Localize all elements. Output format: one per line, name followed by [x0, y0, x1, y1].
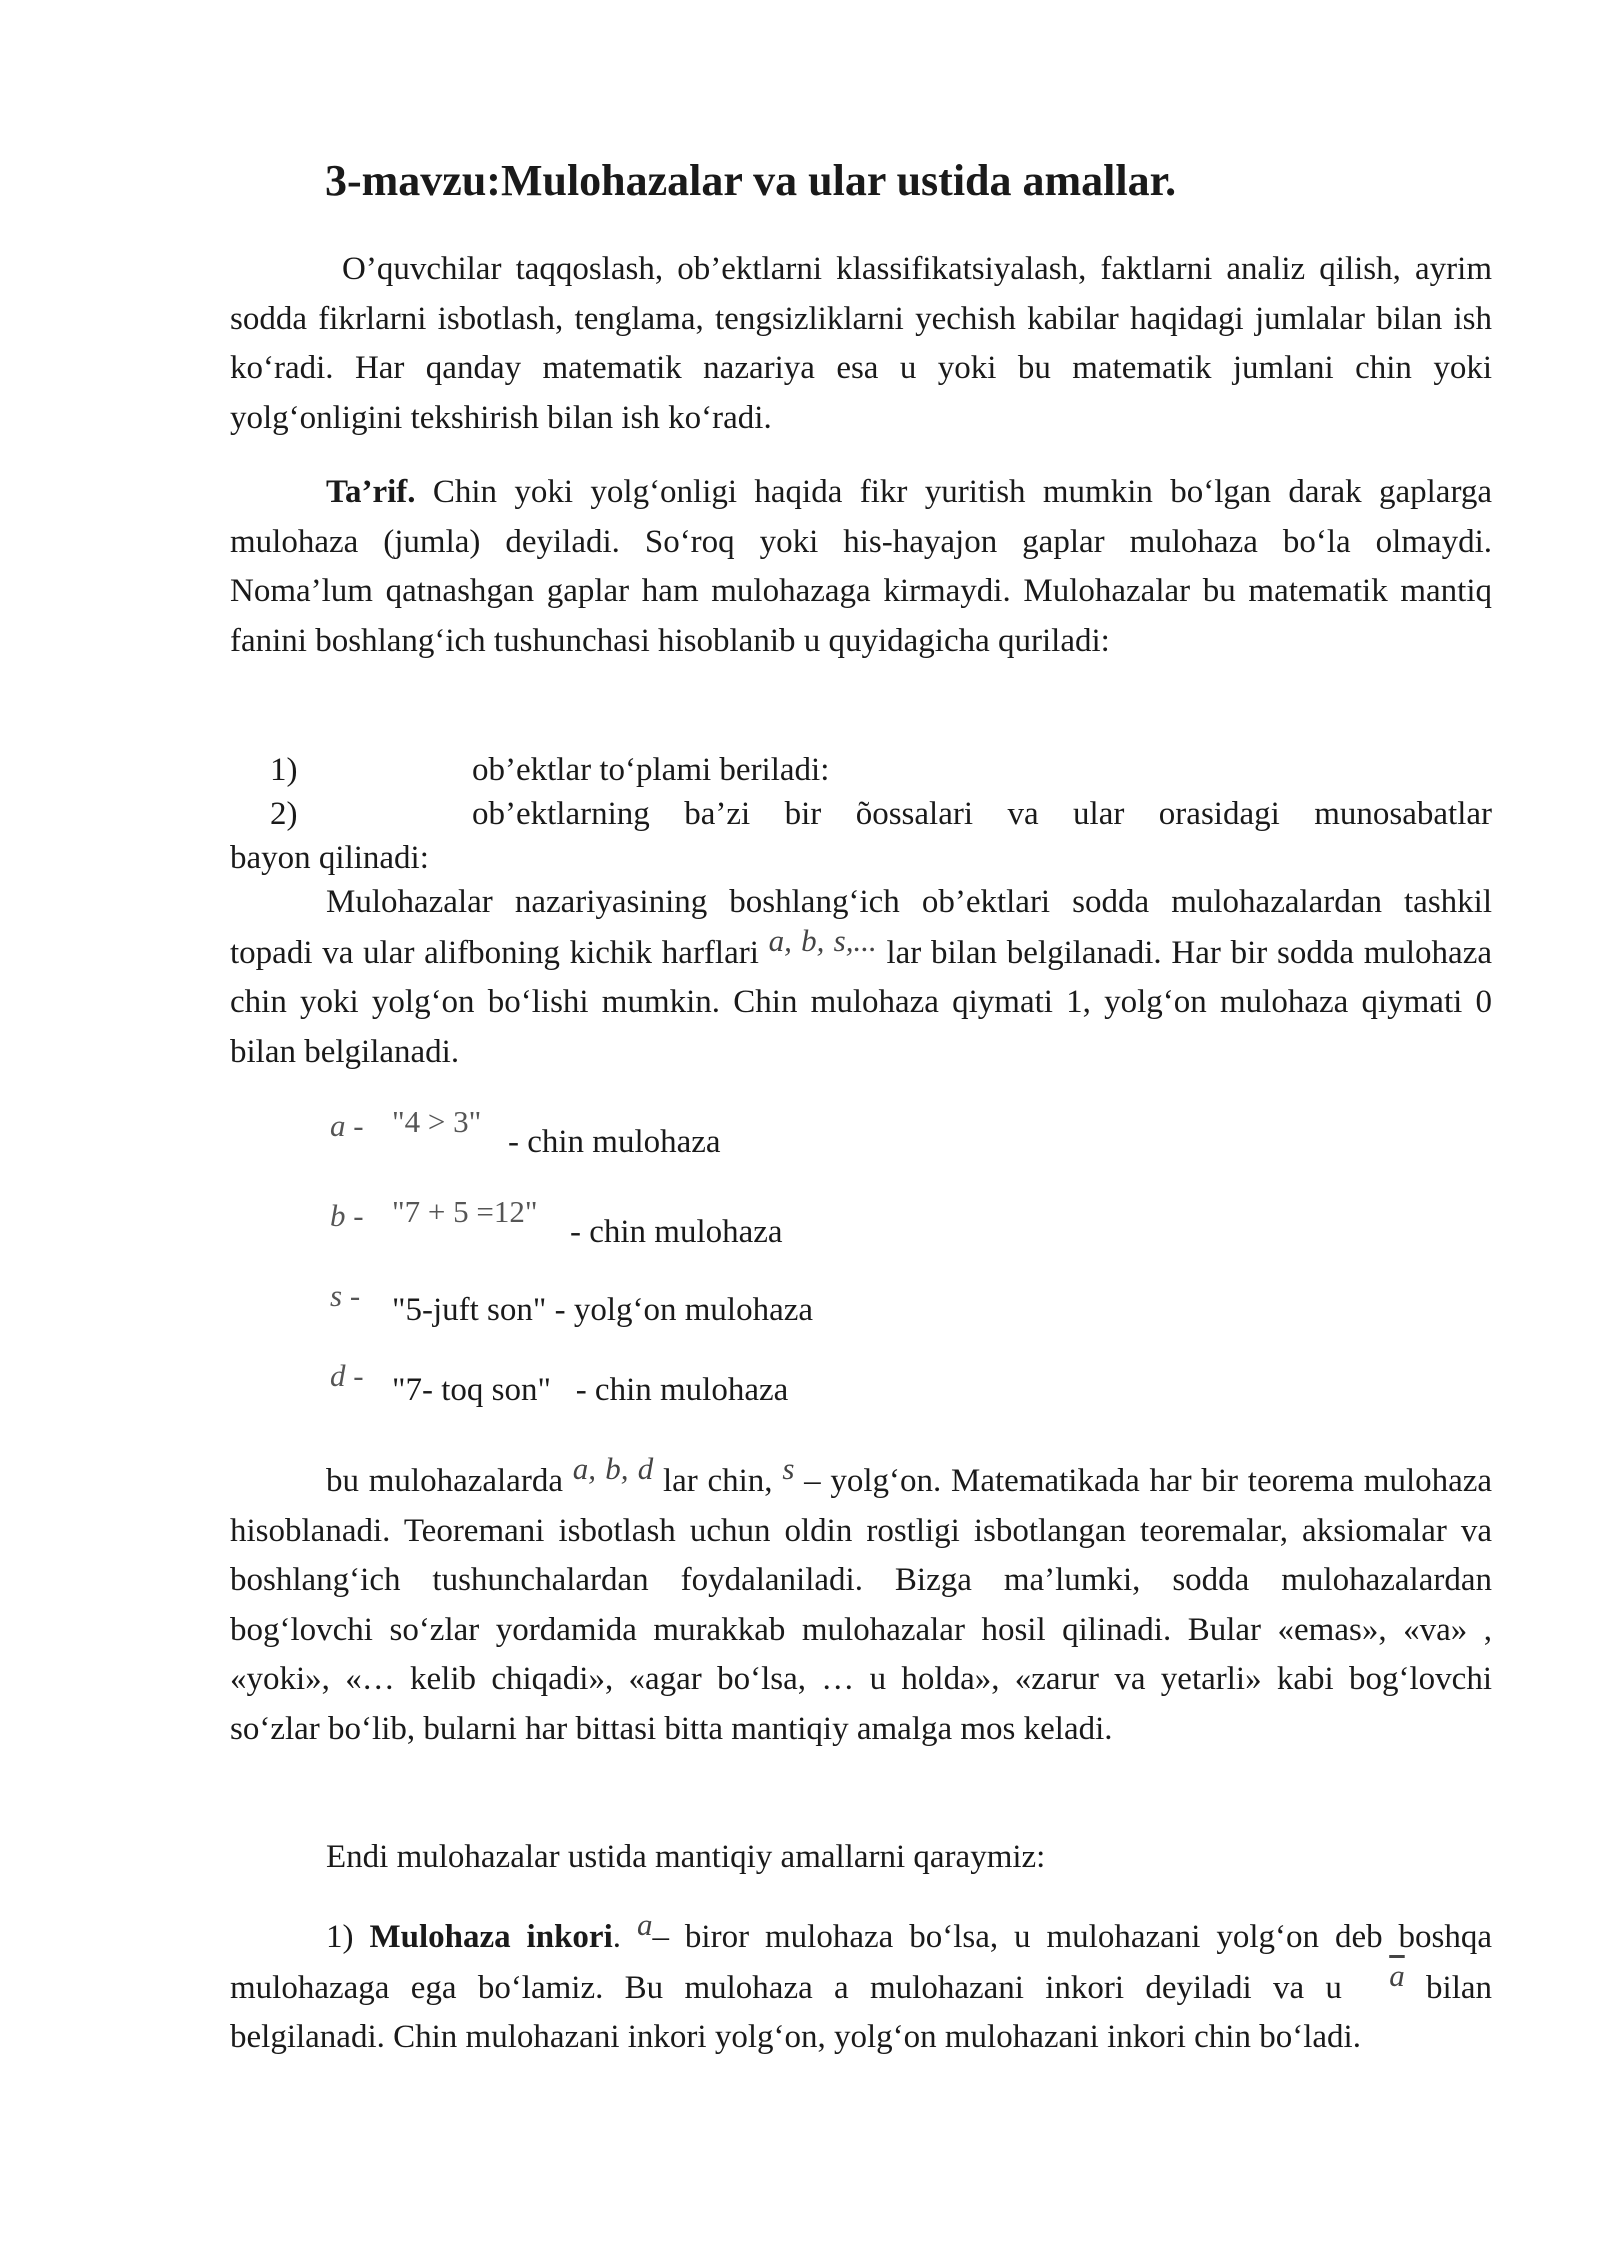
negation-number: 1) — [326, 1919, 354, 1955]
theorem-text-1: bu mulohazalarda — [326, 1463, 563, 1499]
intro-text: O’quvchilar taqqoslash, ob’ektlarni klassifikatsiyalash, faktlarni analiz qilish, ayrim sodda fikrlarni isbotlash, tenglama, tengsizliklarni yechish kabilar haqidagi jumlalar bilan ish ko‘radi. Har qanday matematik nazariya esa u yoki bu matematik jumlani chin yoki yolg‘onligini tekshirish bilan ish ko‘radi. — [230, 251, 1492, 436]
example-variable: s - — [330, 1278, 361, 1313]
false-letter-formula: s — [782, 1451, 795, 1486]
example-result: - chin mulohaza — [570, 1214, 783, 1250]
example-a — [330, 1104, 930, 1160]
negation-paragraph — [230, 1907, 1493, 2063]
list-text: ob’ektlar to‘plami beriladi: — [472, 752, 830, 788]
list-item — [230, 792, 1492, 836]
intro-paragraph — [230, 245, 1492, 443]
list-continuation-text: bayon qilinadi: — [230, 840, 429, 876]
definition-paragraph — [230, 468, 1492, 666]
definition-label: Ta’rif. — [326, 474, 416, 510]
list-continuation — [230, 836, 1492, 880]
example-variable: a - — [330, 1108, 364, 1143]
theorem-paragraph — [230, 1451, 1493, 1754]
letters-formula: a, b, s,... — [768, 922, 877, 958]
list-number: 2) — [270, 796, 298, 832]
objects-paragraph — [230, 878, 1492, 1077]
theorem-text-3: – yolg‘on. Matematikada har bir teorema mulohaza hisoblanadi. Teoremani isbotlash uchun oldin rostligi isbotlangan teoremalar, aksiomalar va boshlang‘ich tushunchalardan foydalaniladi. Bizga ma’lumki, sodda mulohazalardan bog‘lovchi so‘zlar yordamida murakkab mulohazalar hosil qilinadi. Bular «emas», «va» , «yoki», «… kelib chiqadi», «agar bo‘lsa, … u holda», «zarur va yetarli» kabi bog‘lovchi so‘zlar bo‘lib, bularni har bittasi bitta mantiqiy amalga mos keladi. — [230, 1463, 1493, 1747]
negation-text-1: – biror mulohaza bo‘lsa, u mulohazani yolg‘on deb boshqa mulohazaga ega bo‘lamiz. Bu mulohaza a mulohazani inkori deyiladi va u — [230, 1919, 1493, 2006]
true-letters-formula: a, b, d — [572, 1451, 654, 1486]
definition-text: Chin yoki yolg‘onligi haqida fikr yuritish mumkin bo‘lgan darak gaplarga mulohaza (jumla) deyiladi. So‘roq yoki his-hayajon gaplar mulohaza bo‘la olmaydi. Noma’lum qatnashgan gaplar ham mulohazaga kirmaydi. Mulohazalar bu matematik mantiq fanini boshlang‘ich tushunchasi hisoblanib u quyidagicha quriladi: — [230, 474, 1492, 659]
example-expression: "7 + 5 =12" — [392, 1194, 538, 1229]
example-result: - chin mulohaza — [508, 1124, 721, 1160]
objects-text-2: lar bilan belgilanadi. Har bir sodda mulohaza chin yoki yolg‘on bo‘lishi mumkin. Chin mulohaza qiymati 1, yolg‘on mulohaza qiymati 0 bilan belgilanadi. — [230, 934, 1492, 1070]
objects-text-1: Mulohazalar nazariyasining boshlang‘ich ob’ektlari sodda mulohazalardan tashkil topadi va ular alifboning kichik harflari — [230, 884, 1492, 971]
operations-intro — [230, 1833, 1492, 1883]
list-text: ob’ektlarning ba’zi bir õossalari va ular orasidagi munosabatlar — [472, 796, 1492, 832]
theorem-text-2: lar chin, — [662, 1463, 773, 1499]
negation-heading: Mulohaza inkori — [369, 1919, 613, 1955]
example-expression: "5-juft son" - yolg‘on mulohaza — [392, 1292, 814, 1328]
operations-intro-text: Endi mulohazalar ustida mantiqiy amallarni qaraymiz: — [326, 1839, 1046, 1875]
example-d — [330, 1358, 930, 1412]
list-item — [230, 748, 1492, 792]
page-title: 3-mavzu:Mulohazalar va ular ustida amallar. — [325, 156, 1177, 205]
example-s — [330, 1278, 930, 1332]
example-variable: b - — [330, 1198, 364, 1233]
negation-variable: a — [636, 1907, 653, 1942]
list-number: 1) — [270, 752, 298, 788]
negation-text-2: bilan belgilanadi. Chin mulohazani inkori yolg‘on, yolg‘on mulohazani inkori chin bo‘ladi. — [230, 1969, 1493, 2055]
example-expression: "7- toq son" - chin mulohaza — [392, 1372, 789, 1408]
example-variable: d - — [330, 1358, 364, 1393]
example-expression: "4 > 3" — [392, 1104, 482, 1139]
negation-symbol: $\overline{a}$ — [1389, 1957, 1405, 1993]
example-b — [330, 1194, 930, 1250]
negation-dot: . — [612, 1919, 622, 1955]
